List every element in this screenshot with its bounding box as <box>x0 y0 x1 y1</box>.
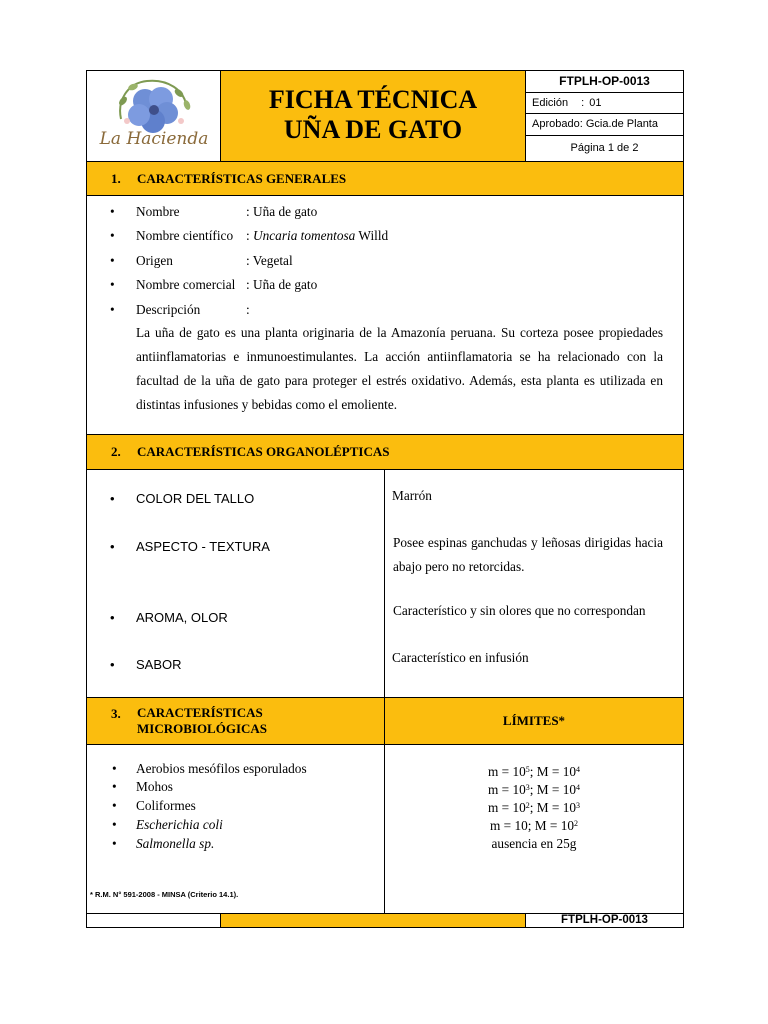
section-3-header <box>86 697 385 745</box>
micro-list-item: • Salmonella sp. <box>112 836 215 851</box>
section-2-title: CARACTERÍSTICAS ORGANOLÉPTICAS <box>137 444 390 459</box>
organoleptic-value: Característico y sin olores que no correspondan <box>393 603 646 618</box>
limits-header: LÍMITES* <box>384 697 684 745</box>
logo-text: La Hacienda <box>99 129 209 149</box>
limit-row: m = 10; $M = 10^2$ <box>489 818 579 833</box>
general-list-item: • Nombre comercial : Uña de gato <box>110 277 318 292</box>
general-list-item: • Origen : Vegetal <box>110 253 293 268</box>
organoleptic-value: Marrón <box>392 488 432 503</box>
limit-row: $m = 10^2$; $M = 10^3$ <box>487 800 581 815</box>
micro-list-item: • Escherichia coli <box>112 817 223 832</box>
edition-sep: : <box>581 97 585 109</box>
page-number: Página 1 de 2 <box>525 135 684 162</box>
section-2-number: 2. <box>111 444 121 459</box>
footnote: * R.M. N° 591-2008 - MINSA (Criterio 14.1). <box>90 890 239 899</box>
footer-code: FTPLH-OP-0013 <box>525 913 684 928</box>
footer-gold-cell <box>220 913 526 928</box>
approved-value: Gcia.de Planta <box>585 118 658 130</box>
organoleptic-label: • AROMA, OLOR <box>110 610 228 625</box>
footer-blank-cell <box>86 913 221 928</box>
description-text: La uña de gato es una planta originaria de la Amazonía peruana. Su corteza posee propiedades antiinflamatorias e inmunoestimulantes. La acción antiinflamatoria se ha relacionado con la facultad de la uña de gato para proteger el estrés oxidativo. Además, esta planta es utilizada en distintas infusiones y bebidas como el emoliente. <box>136 325 663 412</box>
micro-list-item: • Mohos <box>112 779 173 794</box>
section-1-header <box>86 161 684 196</box>
section-1-number: 1. <box>111 171 121 186</box>
page-title-line1: FICHA TÉCNICA <box>268 85 478 114</box>
organoleptic-value: Posee espinas ganchudas y leñosas dirigidas hacia abajo pero no retorcidas. <box>393 535 663 574</box>
general-list-item: • Nombre : Uña de gato <box>110 204 318 219</box>
edition-label: Edición <box>532 97 569 109</box>
organoleptic-label: • ASPECTO - TEXTURA <box>110 539 270 554</box>
general-list-item: • Descripción : <box>110 302 250 317</box>
page-title-line2: UÑA DE GATO <box>283 115 463 144</box>
micro-list-item: • Aerobios mesófilos esporulados <box>112 761 307 776</box>
edition-value: 01 <box>589 97 602 109</box>
limit-row: $m = 10^5$; $M = 10^4$ <box>487 764 581 779</box>
limit-row: ausencia en 25g <box>491 836 577 851</box>
section-2-header <box>86 434 684 470</box>
edition-cell <box>525 92 684 114</box>
organoleptic-label: • COLOR DEL TALLO <box>110 491 255 506</box>
section-3-number: 3. <box>111 706 121 721</box>
doc-code: FTPLH-OP-0013 <box>525 70 684 93</box>
approved-label: Aprobado: <box>532 118 583 130</box>
title-cell <box>220 70 526 162</box>
logo-cell <box>86 70 220 162</box>
general-list-item: • Nombre científico : Uncaria tomentosa Willd <box>110 228 389 243</box>
approved-cell <box>525 113 684 136</box>
organoleptic-value: Característico en infusión <box>392 650 529 665</box>
section-3-title-line2: MICROBIOLÓGICAS <box>137 721 268 736</box>
section-3-title-line1: CARACTERÍSTICAS <box>137 705 263 720</box>
limits-list <box>384 763 684 853</box>
organoleptic-label: • SABOR <box>110 657 182 672</box>
micro-list-item: • Coliformes <box>112 798 196 813</box>
section-1-title: CARACTERÍSTICAS GENERALES <box>137 171 347 186</box>
limit-row: $m = 10^3$; $M = 10^4$ <box>487 782 581 797</box>
